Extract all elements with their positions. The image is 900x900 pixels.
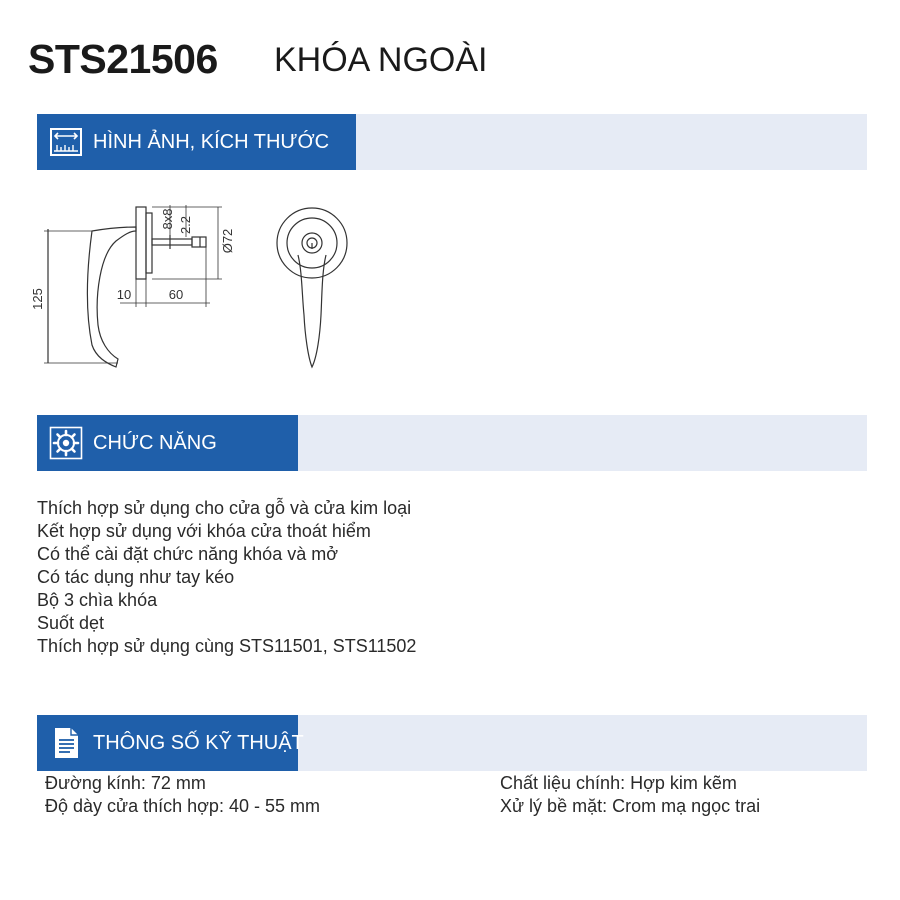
spec-material: Chất liệu chính: Hợp kim kẽm (500, 773, 737, 793)
dimension-offset-label: 10 (116, 287, 132, 302)
product-name: KHÓA NGOÀI (274, 41, 488, 79)
document-icon (49, 726, 83, 760)
section-dimensions-bar (37, 114, 867, 170)
list-item: Kết hợp sử dụng với khóa cửa thoát hiểm (37, 521, 371, 541)
gear-icon (49, 426, 83, 460)
list-item: Thích hợp sử dụng cho cửa gỗ và cửa kim loại (37, 498, 412, 518)
section-specs-title: THÔNG SỐ KỸ THUẬT (93, 731, 304, 754)
list-item: Thích hợp sử dụng cùng STS11501, STS11502 (37, 636, 417, 656)
dimension-rose-thickness-label: 2.2 (178, 215, 193, 235)
product-code: STS21506 (28, 36, 218, 82)
function-list (37, 497, 416, 658)
list-item: Có thể cài đặt chức năng khóa và mở (37, 544, 339, 564)
list-item: Bộ 3 chìa khóa (37, 590, 158, 610)
section-dimensions-title: HÌNH ẢNH, KÍCH THƯỚC (93, 130, 330, 153)
section-functions-title: CHỨC NĂNG (93, 431, 217, 454)
technical-drawings (20, 185, 400, 385)
section-functions-header (37, 415, 298, 471)
specs-left-column (45, 772, 320, 818)
dimension-height-label: 125 (30, 288, 45, 310)
list-item: Suốt dẹt (37, 613, 105, 633)
dimension-diameter-label: Ø72 (220, 228, 235, 254)
spec-diameter: Đường kính: 72 mm (45, 773, 206, 793)
specs-right-column (500, 772, 760, 818)
list-item: Có tác dụng như tay kéo (37, 567, 235, 587)
section-functions-bar (37, 415, 867, 471)
section-specs-bar (37, 715, 867, 771)
dimension-backset-label: 60 (168, 287, 184, 302)
section-specs-header (37, 715, 304, 771)
ruler-icon (49, 125, 83, 159)
spec-door-thickness: Độ dày cửa thích hợp: 40 - 55 mm (45, 796, 320, 816)
spec-finish: Xử lý bề mặt: Crom mạ ngọc trai (500, 796, 761, 816)
section-dimensions-header (37, 114, 356, 170)
dimension-spindle-label: 8x8 (160, 208, 175, 230)
